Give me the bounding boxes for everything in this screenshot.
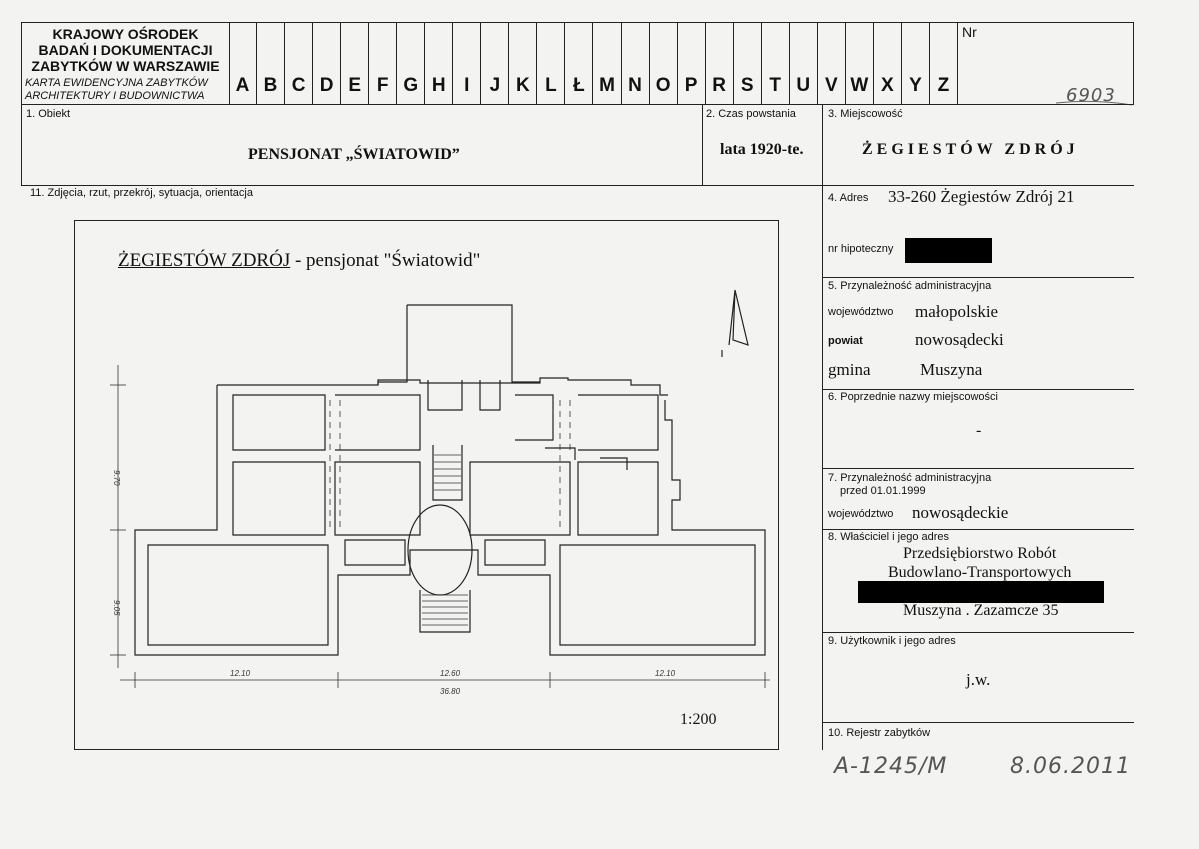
section8-top-line (822, 529, 1134, 530)
register-date: 8.06.2011 (1010, 754, 1131, 779)
index-letter-16: P (678, 23, 706, 105)
voivodeship-value: małopolskie (915, 302, 999, 321)
admin-affiliation-label: 5. Przynależność administracyjna (828, 280, 992, 292)
object-label: 1. Obiekt (26, 108, 71, 120)
index-letter-4: E (341, 23, 369, 105)
plan-title-rest: - pensjonat "Światowid" (290, 250, 481, 271)
index-letter-5: F (369, 23, 397, 105)
section5-top-line (822, 277, 1134, 278)
row2-bottom-line (21, 185, 1134, 186)
index-letter-23: X (874, 23, 902, 105)
dimension-vertical-lower: 9.05 (112, 600, 121, 616)
institution-name-line2: BADAŃ I DOKUMENTACJI (38, 42, 213, 58)
index-letter-21: V (818, 23, 846, 105)
handwritten-underline (1054, 97, 1134, 107)
institution-name-line1: KRAJOWY OŚRODEK (52, 26, 199, 42)
index-letter-9: J (481, 23, 509, 105)
pre1999-affiliation-label: 7. Przynależność administracyjna (828, 472, 992, 484)
index-letter-3: D (313, 23, 341, 105)
owner-line3: Muszyna . Zazamcze 35 (903, 602, 1059, 619)
index-letter-8: I (453, 23, 481, 105)
owner-line2: Budowlano-Transportowych (888, 564, 1072, 581)
pre1999-date-label: przed 01.01.1999 (840, 485, 926, 497)
index-letter-13: M (594, 23, 622, 105)
address-label: 4. Adres (828, 192, 869, 204)
index-letter-19: T (762, 23, 790, 105)
dimension-middle: 12.60 (440, 669, 461, 678)
pre1999-voivodeship-label: województwo (828, 508, 894, 520)
former-names-label: 6. Poprzednie nazwy miejscowości (828, 391, 998, 403)
index-letter-10: K (509, 23, 537, 105)
index-letter-14: N (622, 23, 650, 105)
object-value: PENSJONAT „ŚWIATOWID” (248, 146, 460, 163)
pre1999-voivodeship-value: nowosądeckie (912, 503, 1009, 522)
creation-time-label: 2. Czas powstania (706, 108, 796, 120)
county-label: powiat (828, 335, 863, 347)
plan-title-place: ŻEGIESTÓW ZDRÓJ (118, 250, 291, 271)
plan-title (118, 250, 480, 272)
north-arrow-icon (729, 290, 748, 345)
row2-divider-1 (702, 104, 703, 186)
locality-value: ŻEGIESTÓW ZDRÓJ (862, 141, 1079, 158)
alphabet-index (229, 23, 958, 105)
index-letter-1: B (257, 23, 285, 105)
index-letter-25: Z (930, 23, 958, 105)
index-letter-20: U (790, 23, 818, 105)
card-type-line2: ARCHITEKTURY I BUDOWNICTWA (25, 90, 205, 102)
former-names-value: - (976, 422, 982, 439)
photos-section-label: 11. Zdjęcia, rzut, przekrój, sytuacja, orientacja (30, 187, 253, 199)
index-letter-15: O (650, 23, 678, 105)
dimension-vertical-upper: 9.70 (112, 470, 121, 486)
index-letter-11: L (537, 23, 565, 105)
owner-line1: Przedsiębiorstwo Robót (903, 545, 1057, 562)
section7-top-line (822, 468, 1134, 469)
row2-divider-2 (822, 104, 823, 750)
index-letter-0: A (229, 23, 257, 105)
voivodeship-label: województwo (828, 306, 894, 318)
plan-scale: 1:200 (680, 711, 717, 728)
mortgage-number-label: nr hipoteczny (828, 243, 894, 255)
institution-name-line3: ZABYTKÓW W WARSZAWIE (31, 58, 220, 74)
index-letter-24: Y (902, 23, 930, 105)
index-letter-7: H (425, 23, 453, 105)
section9-top-line (822, 632, 1134, 633)
index-letter-12: Ł (565, 23, 593, 105)
section6-top-line (822, 389, 1134, 390)
register-label: 10. Rejestr zabytków (828, 727, 931, 739)
dimension-left: 12.10 (230, 669, 251, 678)
locality-label: 3. Miejscowość (828, 108, 903, 120)
floor-plan-drawing (100, 280, 770, 700)
record-number-label: Nr (962, 24, 977, 40)
row2-top-line (21, 104, 1134, 105)
creation-time-value: lata 1920-te. (720, 141, 804, 158)
row2-left-line (21, 104, 22, 186)
address-value: 33-260 Żegiestów Zdrój 21 (888, 187, 1075, 206)
dimension-right: 12.10 (655, 669, 676, 678)
commune-label: gmina (828, 360, 871, 379)
owner-label: 8. Właściciel i jego adres (828, 531, 950, 543)
index-letter-17: R (706, 23, 734, 105)
register-number: A-1245/M (834, 754, 948, 779)
county-value: nowosądecki (915, 330, 1004, 349)
user-value: j.w. (966, 670, 991, 689)
commune-value: Muszyna (920, 360, 983, 379)
record-number-box (958, 23, 1134, 105)
redaction-bar (858, 581, 1104, 603)
index-letter-6: G (397, 23, 425, 105)
institution-block (22, 23, 230, 104)
record-number-value: 6903 (1066, 85, 1116, 106)
dimension-total: 36.80 (440, 687, 461, 696)
index-letter-22: W (846, 23, 874, 105)
index-letter-18: S (734, 23, 762, 105)
card-type-line1: KARTA EWIDENCYJNA ZABYTKÓW (25, 77, 208, 89)
section10-top-line (822, 722, 1134, 723)
redaction-bar (905, 238, 992, 263)
index-letter-2: C (285, 23, 313, 105)
user-label: 9. Użytkownik i jego adres (828, 635, 956, 647)
